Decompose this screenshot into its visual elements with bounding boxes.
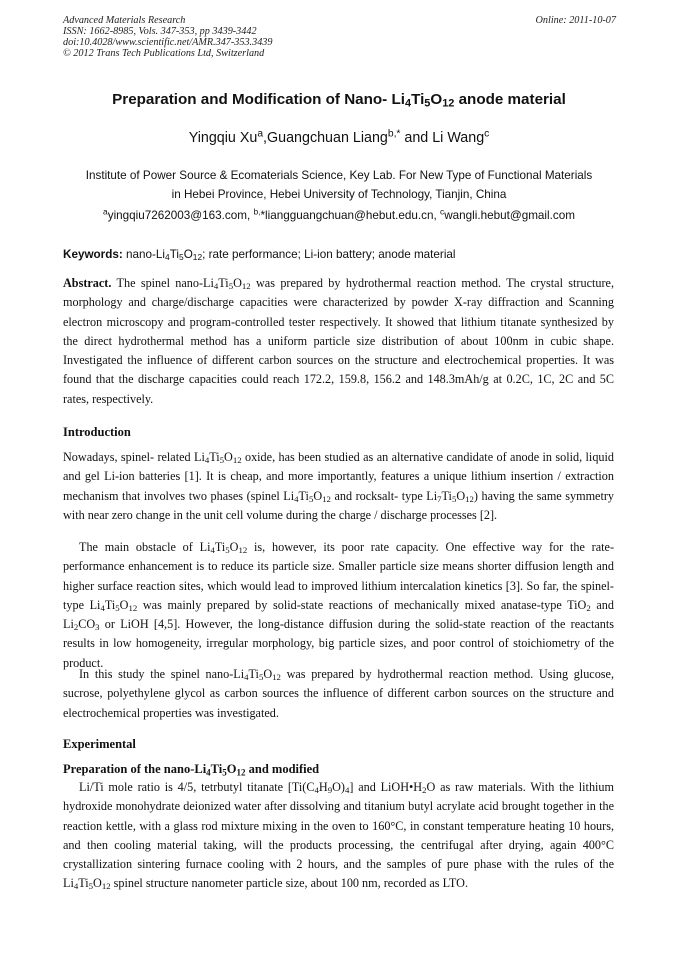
author-list: Yingqiu Xu$^a$,Guangchuan Liang$^{b,*}$ and Li Wang$^c$ xyxy=(188,128,490,146)
experimental-heading: Experimental xyxy=(63,737,136,751)
journal-header xyxy=(63,15,272,59)
abstract: Abstract. The spinel nano-$Li_4Ti_5O_{12}$ was prepared by hydrothermal reaction method. The crystal structure, morphology and charge/discharge capacities were characterized by powder X-ray diffraction and Scanning electron microscopy and program-controlled tester respectively. It showed that lithium titanate synthesized by the direct hydrothermal method has a uniform particle size distribution of about 100nm in cubic shape. Investigated the influence of different carbon sources on the structure and electrochemical properties. It was found that the discharge capacities could reach 172.2, 159.8, 156.2 and 148.3mAh/g at 0.2C, 1C, 2C and 5C rates, respectively. xyxy=(63,276,614,406)
keywords: Keywords: nano-$Li_4Ti_5O_{12}$; rate performance; Li-ion battery; anode material xyxy=(63,248,456,263)
intro-paragraph-1: Nowadays, spinel- related $Li_4Ti_5O_{12}$ oxide, has been studied as an alternative candidate of anode in solid, liquid and gel Li-ion batteries [1]. It is cheap, and more importantly, features a unique lithium insertion / extraction mechanism that involves two phases (spinel $Li_4Ti_5O_{12}$ and rocksalt- type $Li_7Ti_5O_{12}$) having the same symmetry with near zero change in the unit cell volume during the charge / discharge processes [2]. xyxy=(63,450,614,522)
introduction-heading: Introduction xyxy=(63,425,131,439)
abstract-label: Abstract. xyxy=(63,276,112,290)
intro-paragraph-3: In this study the spinel nano-$Li_4Ti_5O_{12}$ was prepared by hydrothermal reaction method. Using glucose, sucrose, polyethylene glycol as carbon sources the influence of different carbon sources on the structure and electrochemical properties was investigated. xyxy=(63,667,614,720)
journal-name: Advanced Materials Research xyxy=(63,15,186,26)
doi-line: doi:10.4028/www.scientific.net/AMR.347-353.3439 xyxy=(63,37,273,48)
keywords-label: Keywords: xyxy=(63,248,123,261)
paper-title: Preparation and Modification of Nano- $Li_4Ti_5O_{12}$ anode material xyxy=(112,91,566,110)
copyright-line: © 2012 Trans Tech Publications Ltd, Switzerland xyxy=(63,48,265,59)
online-date: Online: 2011-10-07 xyxy=(535,15,616,26)
author-emails: $^a$yingqiu7262003@163.com, $^{b,}$*liangguangchuan@hebut.edu.cn, $^c$wangli.hebut@gmail.com xyxy=(103,206,575,222)
email-c[interactable]: wangli.hebut@gmail.com xyxy=(444,209,575,222)
issn-line: ISSN: 1662-8985, Vols. 347-353, pp 3439-3442 xyxy=(63,26,257,37)
experimental-subheading: Preparation of the nano-$Li_4Ti_5O_{12}$ and modified xyxy=(63,762,320,778)
intro-paragraph-2: The main obstacle of $Li_4Ti_5O_{12}$ is, however, its poor rate capacity. One effective way for the rate- performance enhancement is to reduce its particle size. Smaller particle size means shorter diffusion length and higher surface reaction sites, which would lead to improved lithium intercalation kinetics [3]. So far, the spinel-type $Li_4Ti_5O_{12}$ was mainly prepared by solid-state reactions of mechanically mixed anatase-type TiO$_2$ and $Li_2CO_3$ or LiOH [4,5]. However, the long-distance diffusion during the solid-state reaction of the reactants results in low homogeneity, irregular morphology, big particle sizes, and poor control of stoichiometry of the product. xyxy=(63,540,614,670)
email-b[interactable]: *liangguangchuan@hebut.edu.cn, xyxy=(260,209,440,222)
experimental-paragraph-1: Li/Ti mole ratio is 4/5, tetrbutyl titanate $[Ti(C_4H_9O)_4]$ and $LiOH•H_2O$ as raw materials. With the lithium hydroxide monohydrate deionized water after dissolving and titanium butyl acrylate acid brought together in the reaction kettle, with a glass rod mixture mixing in the oven to 160°C, in constant temperature heating 10 hours, and then cooling material taking, will the products processing, the centrifugal after drying, again 400°C crystallization sintering furnace cooling with 2 hours, and the samples of pure phase with the rules of the $Li_4Ti_5O_{12}$ spinel structure nanometer particle size, about 100 nm, recorded as LTO. xyxy=(63,780,614,892)
email-a[interactable]: yingqiu7262003@163.com, xyxy=(107,209,254,222)
affiliation: Institute of Power Source & Ecomaterials Science, Key Lab. For New Type of Functional Materials in Hebei Province, Hebei University of Technology, Tianjin, China xyxy=(85,169,593,201)
